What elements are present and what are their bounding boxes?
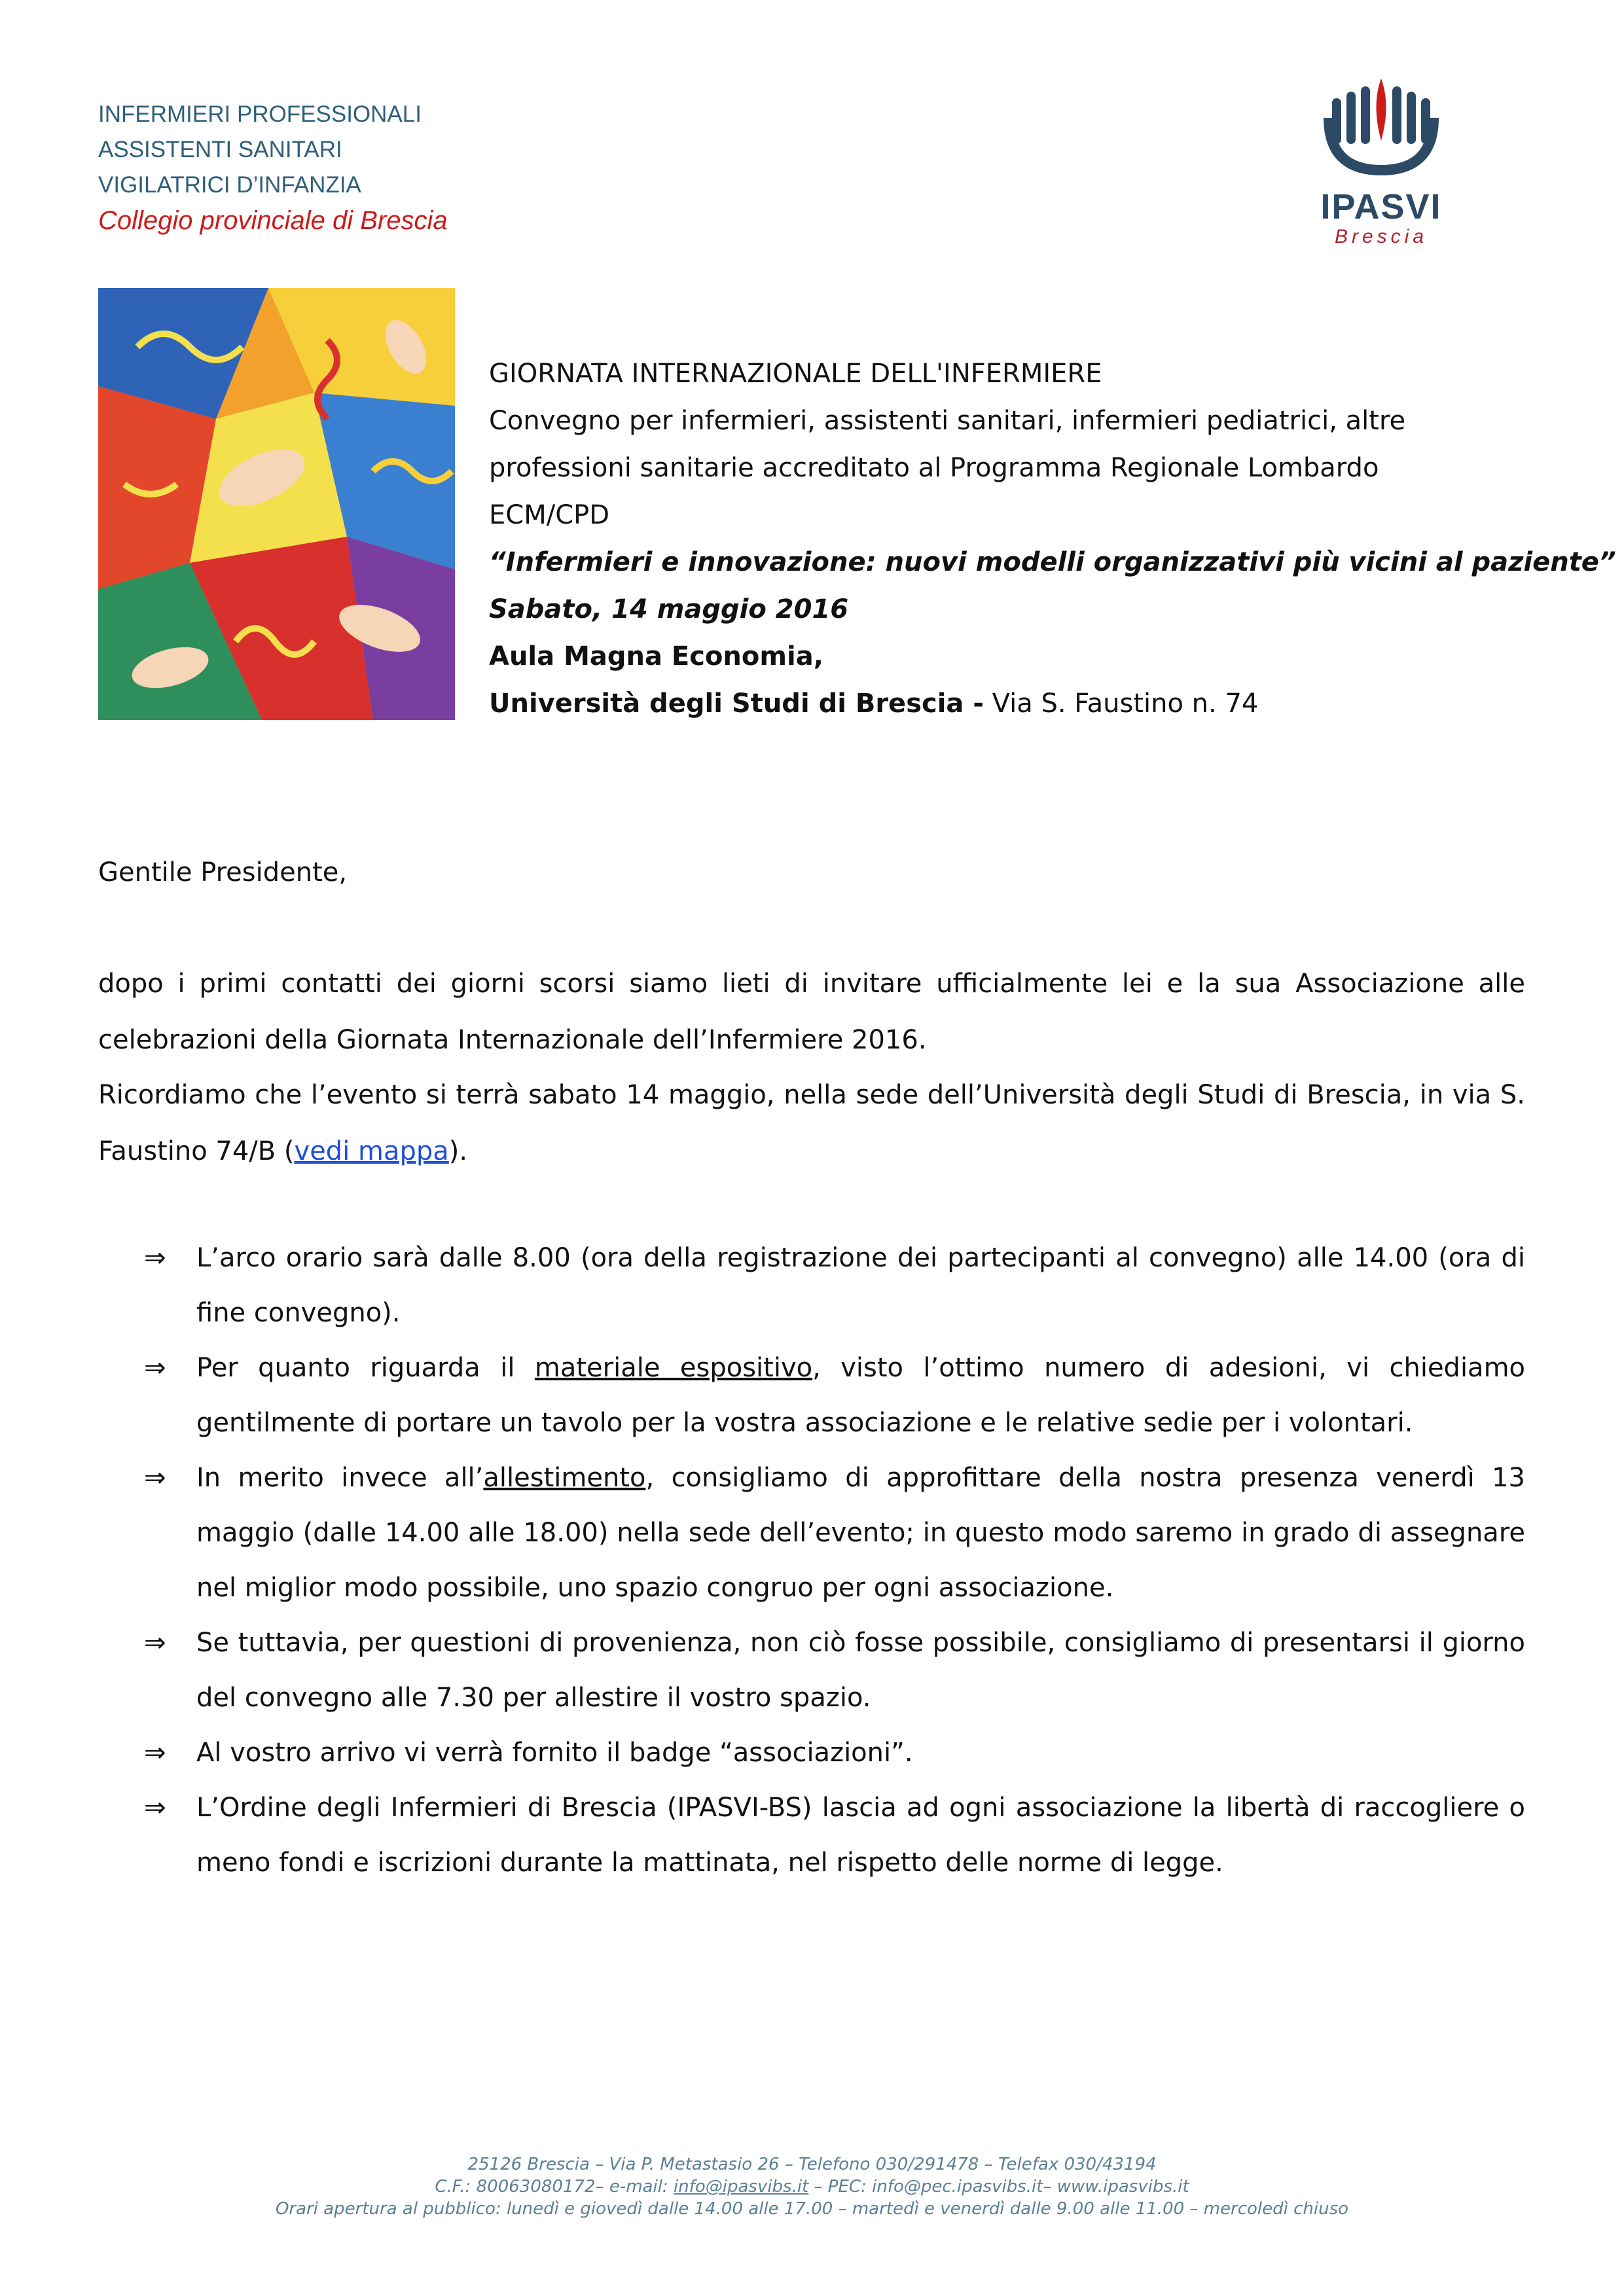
letterhead [98, 97, 448, 238]
ipasvi-logo [1309, 72, 1453, 249]
event-description-line: Convegno per infermieri, assistenti sanitari, infermieri pediatrici, altre [489, 406, 1406, 436]
list-item [144, 1615, 1525, 1725]
list-item [144, 1230, 1525, 1340]
event-venue: Aula Magna Economia, [489, 641, 823, 672]
text-segment: , visto l’ottimo numero di adesioni, vi chiediamo gentilmente di portare un tavolo per la vostra associazione e le relative sedie per i volontari. [196, 1353, 1526, 1438]
event-title: GIORNATA INTERNAZIONALE DELL'INFERMIERE [489, 359, 1102, 389]
text-segment: , consigliamo di approfittare della nostra presenza venerdì 13 maggio (dalle 14.00 alle 18.00) nella sede dell’evento; in questo modo saremo in grado di assegnare nel miglior modo possibile, uno spazio congruo per ogni associazione. [196, 1463, 1525, 1603]
footer [0, 2153, 1624, 2220]
list-item-text: L’arco orario sarà dalle 8.00 (ora della registrazione dei partecipanti al convegno) alle 14.00 (ora di fine convegno). [196, 1243, 1525, 1328]
arrow-icon: ⇒ [144, 1738, 166, 1768]
list-item [144, 1780, 1525, 1890]
list-item-text: Al vostro arrivo vi verrà fornito il badge “associazioni”. [196, 1738, 913, 1768]
list-item-text: Se tuttavia, per questioni di provenienza, non ciò fosse possibile, consigliamo di presentarsi il giorno del convegno alle 7.30 per allestire il vostro spazio. [196, 1628, 1525, 1713]
letterhead-line: INFERMIERI PROFESSIONALI [98, 101, 422, 127]
logo-subtitle: Brescia [1334, 226, 1428, 247]
event-description-line: professioni sanitarie accreditato al Programma Regionale Lombardo [489, 453, 1379, 483]
paragraph-text: ). [448, 1136, 468, 1166]
hands-flame-icon [1309, 72, 1453, 187]
list-item-text [196, 1340, 1525, 1450]
hands-artwork [98, 288, 455, 720]
footer-hours: Orari apertura al pubblico: lunedì e giovedì dalle 14.00 alle 17.00 – martedì e venerdì dalle 9.00 alle 11.00 – mercoledì chiuso [275, 2199, 1349, 2219]
footer-contacts [0, 2176, 1624, 2198]
list-item-text [196, 1450, 1525, 1615]
text-segment: Per quanto riguarda il [196, 1353, 535, 1383]
event-header [489, 350, 1616, 727]
footer-text: C.F.: 80063080172– e-mail: [435, 2177, 674, 2197]
map-link[interactable]: vedi mappa [294, 1136, 449, 1166]
arrow-icon: ⇒ [144, 1628, 166, 1658]
bullet-list [144, 1230, 1525, 1890]
event-theme: “Infermieri e innovazione: nuovi modelli organizzativi più vicini al paziente” [489, 547, 1616, 577]
list-item [144, 1450, 1525, 1615]
event-address: Via S. Faustino n. 74 [983, 689, 1259, 719]
paragraph-location [98, 1067, 1525, 1179]
event-date: Sabato, 14 maggio 2016 [489, 594, 849, 624]
email-link[interactable]: info@ipasvibs.it [673, 2177, 809, 2197]
paragraph-invitation: dopo i primi contatti dei giorni scorsi siamo lieti di invitare ufficialmente lei e la sua Associazione alle celebrazioni della Giornata Internazionale dell’Infermiere 2016. [98, 969, 1525, 1055]
list-item [144, 1725, 1525, 1780]
text-segment: In merito invece all’ [196, 1463, 484, 1493]
arrow-icon: ⇒ [144, 1243, 166, 1273]
salutation: Gentile Presidente, [98, 857, 348, 888]
logo-title: IPASVI [1320, 187, 1442, 226]
arrow-icon: ⇒ [144, 1793, 166, 1823]
letterhead-subtitle: Collegio provinciale di Brescia [98, 206, 448, 235]
underlined-text: materiale espositivo [534, 1353, 813, 1383]
arrow-icon: ⇒ [144, 1463, 166, 1493]
list-item-text: L’Ordine degli Infermieri di Brescia (IPASVI-BS) lascia ad ogni associazione la libertà di raccogliere o meno fondi e iscrizioni durante la mattinata, nel rispetto delle norme di legge. [196, 1793, 1525, 1878]
list-item [144, 1340, 1525, 1450]
event-location [489, 680, 1536, 727]
paragraph-text: Ricordiamo che l’evento si terrà sabato 14 maggio, nella sede dell’Università degli Studi di Brescia, in via S. Faustino 74/B ( [98, 1080, 1525, 1166]
footer-address: 25126 Brescia – Via P. Metastasio 26 – Telefono 030/291478 – Telefax 030/43194 [467, 2155, 1157, 2174]
footer-text: – PEC: info@pec.ipasvibs.it– www.ipasvibs.it [808, 2177, 1189, 2197]
letterhead-line: VIGILATRICI D’INFANZIA [98, 172, 361, 198]
letterhead-line: ASSISTENTI SANITARI [98, 137, 342, 162]
event-university: Università degli Studi di Brescia - [489, 689, 984, 719]
arrow-icon: ⇒ [144, 1353, 166, 1383]
event-description-line: ECM/CPD [489, 500, 610, 530]
underlined-text: allestimento [483, 1463, 646, 1493]
